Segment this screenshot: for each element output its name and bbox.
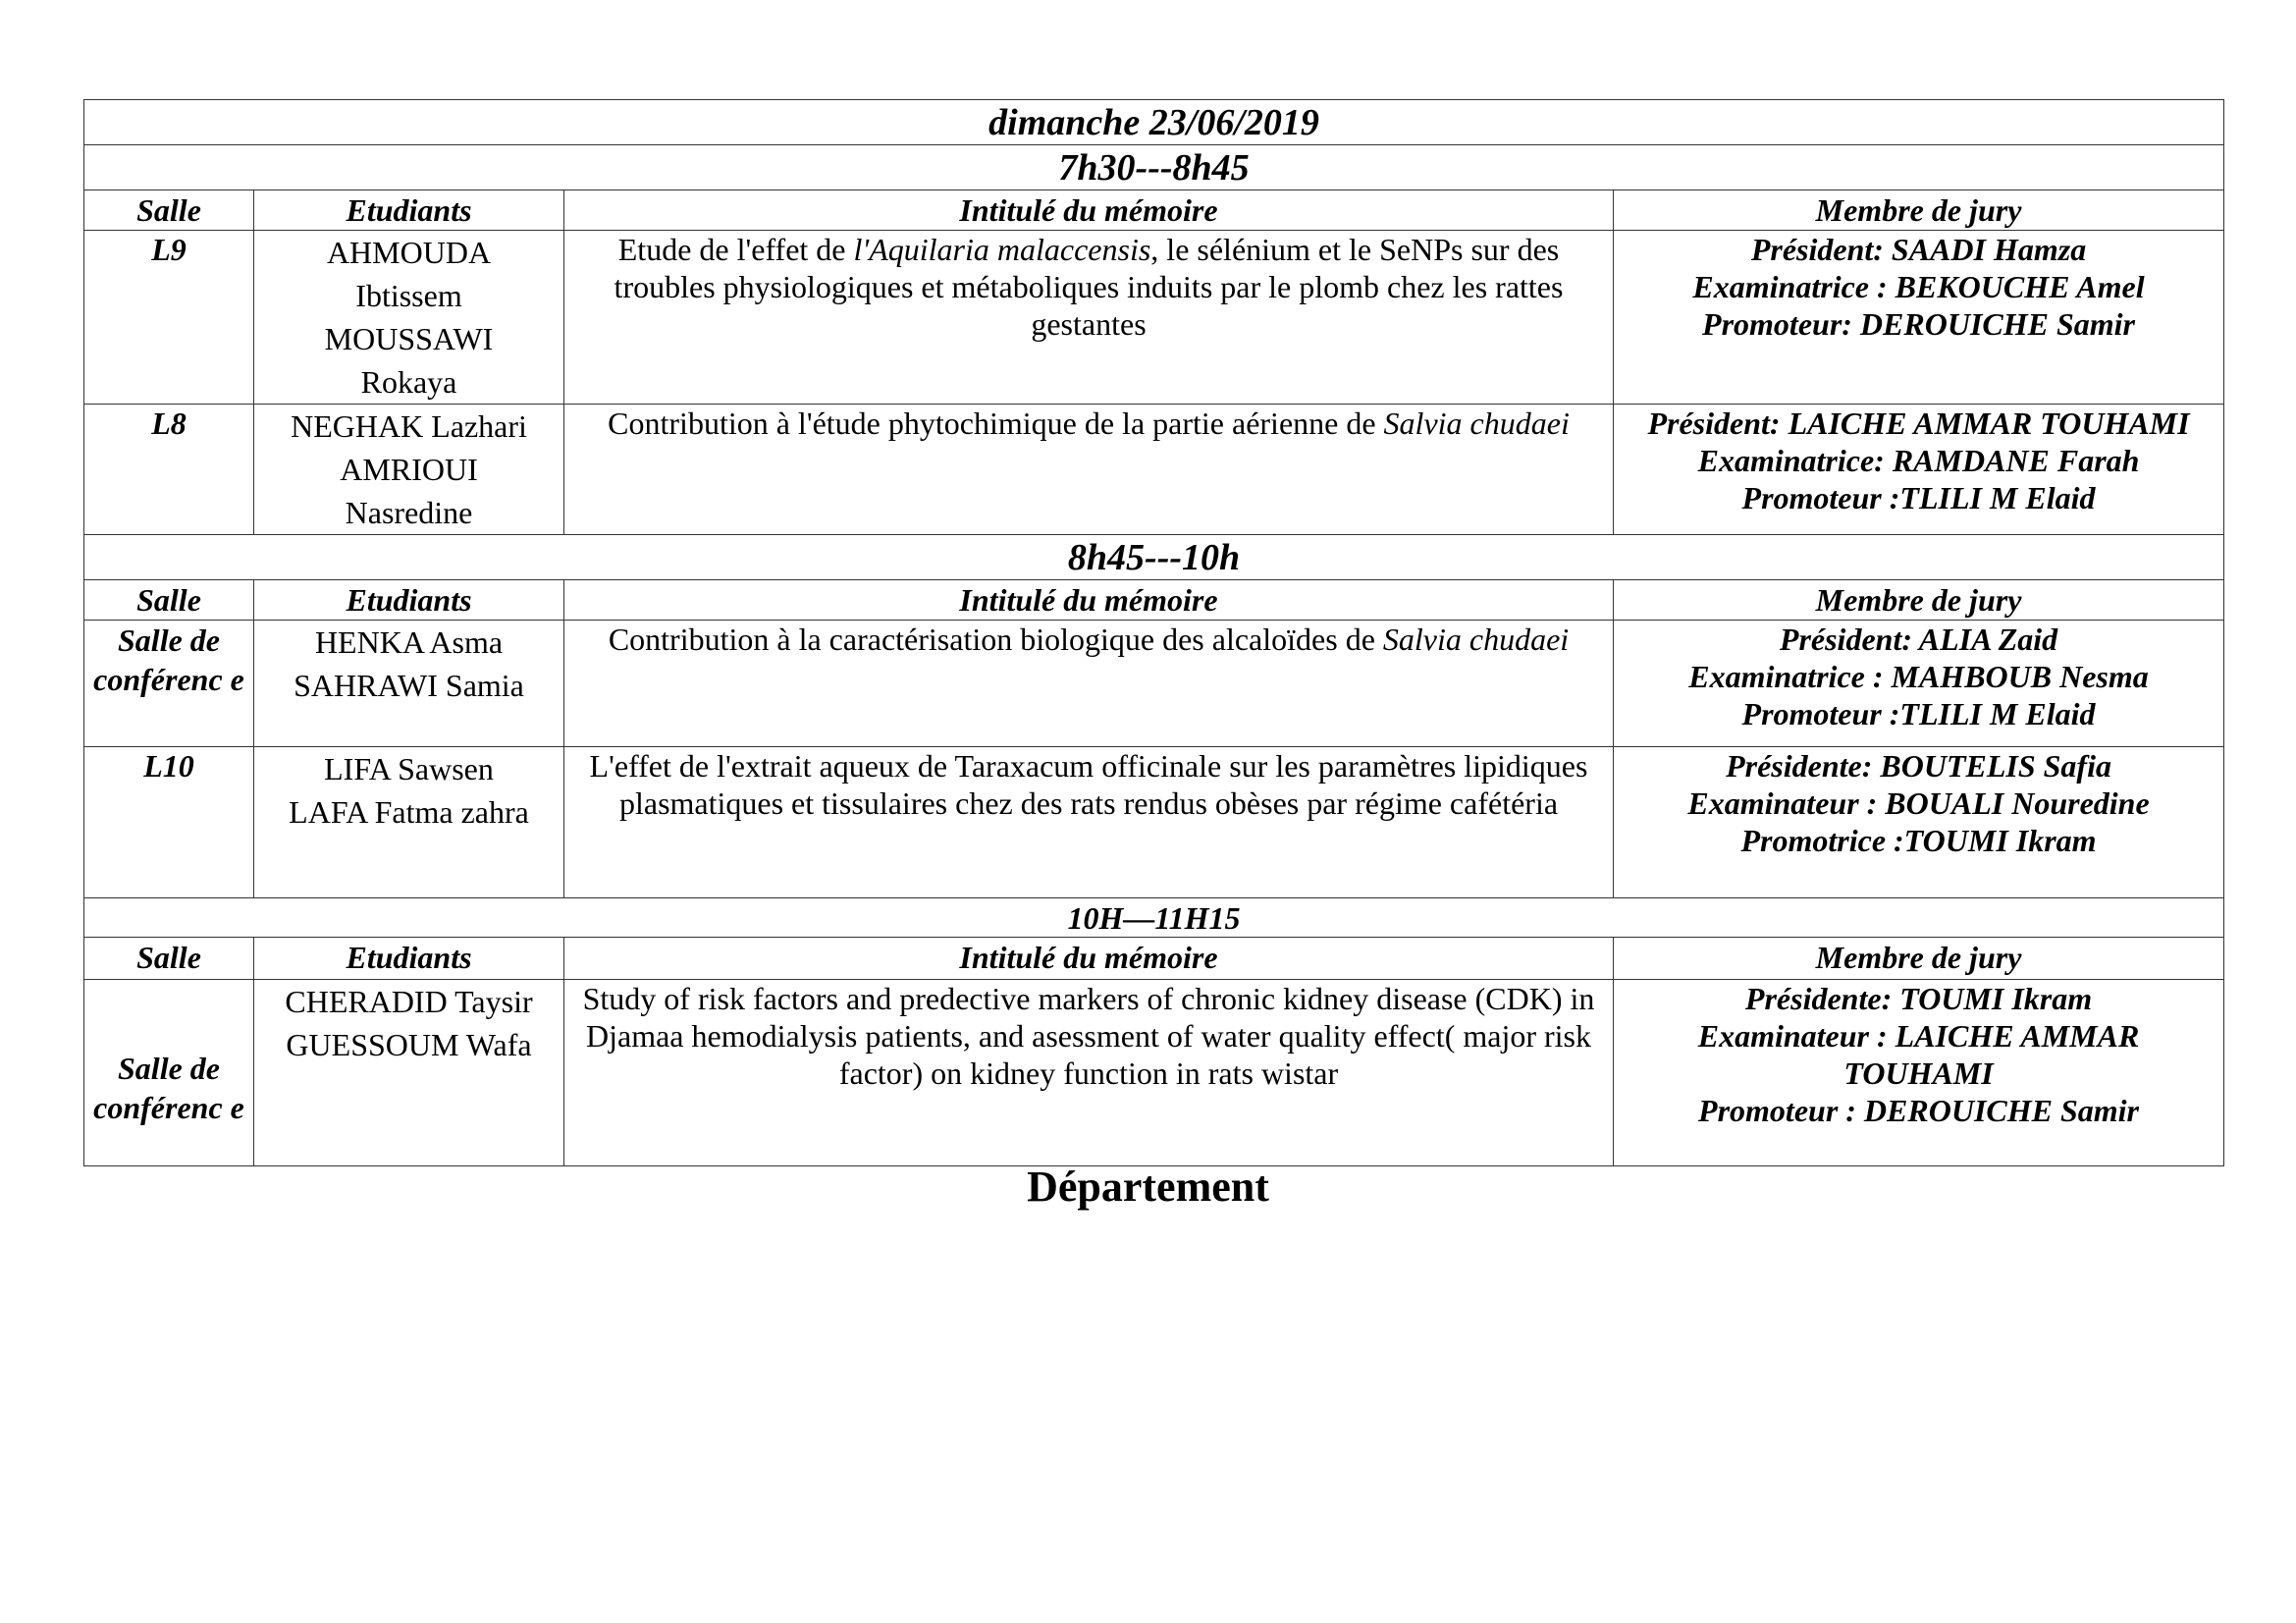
thesis-title-text: Study of risk factors and predective markers of chronic kidney disease (CDK) in Djamaa hemodialysis patients, and asessment of water quality effect( major risk factor) on kidney function in rats wistar bbox=[582, 981, 1595, 1091]
jury-member: Président: LAICHE AMMAR TOUHAMI bbox=[1647, 406, 2190, 441]
jury-member: Examinatrice: RAMDANE Farah bbox=[1697, 443, 2140, 478]
jury-member: Président: SAADI Hamza bbox=[1750, 232, 2087, 267]
room-cell: L8 bbox=[84, 405, 254, 535]
table-row bbox=[84, 231, 2224, 405]
jury-member: Examinateur : BOUALI Nouredine bbox=[1687, 785, 2150, 821]
room-cell: Salle de conférenc e bbox=[84, 621, 254, 747]
students-cell bbox=[254, 621, 564, 747]
room-cell: L9 bbox=[84, 231, 254, 405]
students-cell bbox=[254, 405, 564, 535]
header-title: Intitulé du mémoire bbox=[564, 938, 1614, 980]
room-cell: Salle de conférenc e bbox=[84, 980, 254, 1166]
student-name: Rokaya bbox=[360, 364, 457, 400]
jury-cell bbox=[1614, 747, 2224, 898]
student-name: GUESSOUM Wafa bbox=[286, 1027, 532, 1062]
department-signature-label: Département bbox=[1027, 1163, 1269, 1211]
jury-member: Promoteur :TLILI M Elaid bbox=[1741, 696, 2096, 731]
jury-member: Présidente: TOUMI Ikram bbox=[1744, 981, 2093, 1016]
student-name: SAHRAWI Samia bbox=[294, 668, 524, 703]
thesis-title-italic: l'Aquilaria malaccensis bbox=[853, 232, 1151, 267]
schedule-table bbox=[83, 99, 2224, 1166]
jury-cell bbox=[1614, 405, 2224, 535]
thesis-title-cell bbox=[564, 747, 1614, 898]
jury-member: Promoteur: DEROUICHE Samir bbox=[1702, 306, 2135, 342]
thesis-title-cell bbox=[564, 621, 1614, 747]
table-row bbox=[84, 980, 2224, 1166]
jury-member: Promoteur : DEROUICHE Samir bbox=[1698, 1093, 2139, 1128]
slot-time: 10H—11H15 bbox=[84, 898, 2224, 938]
thesis-title-cell bbox=[564, 980, 1614, 1166]
header-students: Etudiants bbox=[254, 580, 564, 621]
student-name: LAFA Fatma zahra bbox=[289, 794, 529, 830]
date-line: dimanche 23/06/2019 bbox=[84, 100, 2224, 145]
table-row bbox=[84, 747, 2224, 898]
students-cell bbox=[254, 980, 564, 1166]
jury-member: Examinateur : LAICHE AMMAR TOUHAMI bbox=[1697, 1018, 2140, 1091]
slot-time-row bbox=[84, 145, 2224, 190]
header-jury: Membre de jury bbox=[1614, 190, 2224, 231]
jury-member: Président: ALIA Zaid bbox=[1779, 622, 2058, 657]
jury-cell bbox=[1614, 231, 2224, 405]
student-name: MOUSSAWI bbox=[324, 321, 494, 356]
header-title: Intitulé du mémoire bbox=[564, 580, 1614, 621]
students-cell bbox=[254, 747, 564, 898]
jury-cell bbox=[1614, 980, 2224, 1166]
student-name: Nasredine bbox=[345, 495, 473, 530]
student-name: Ibtissem bbox=[355, 278, 462, 313]
jury-member: Examinatrice : BEKOUCHE Amel bbox=[1692, 269, 2145, 304]
thesis-title-text: Contribution à l'étude phytochimique de la partie aérienne de bbox=[608, 406, 1384, 441]
thesis-title-text: , le sélénium et le SeNPs sur des troubles physiologiques et métaboliques induits par le plomb chez les rattes gestantes bbox=[614, 232, 1564, 342]
thesis-title-italic: Salvia chudaei bbox=[1383, 406, 1570, 441]
students-cell bbox=[254, 231, 564, 405]
thesis-title-italic: Salvia chudaei bbox=[1382, 622, 1570, 657]
jury-member: Promotrice :TOUMI Ikram bbox=[1740, 823, 2097, 858]
thesis-title-cell bbox=[564, 405, 1614, 535]
thesis-title-text: Etude de l'effet de bbox=[617, 232, 854, 267]
jury-member: Examinatrice : MAHBOUB Nesma bbox=[1688, 659, 2149, 694]
room-cell: L10 bbox=[84, 747, 254, 898]
header-students: Etudiants bbox=[254, 190, 564, 231]
slot-time-row bbox=[84, 535, 2224, 580]
header-jury: Membre de jury bbox=[1614, 580, 2224, 621]
table-row bbox=[84, 621, 2224, 747]
slot-time-row bbox=[84, 898, 2224, 938]
student-name: AHMOUDA bbox=[326, 235, 492, 270]
slot-time: 8h45---10h bbox=[84, 535, 2224, 580]
jury-member: Promoteur :TLILI M Elaid bbox=[1741, 480, 2096, 515]
student-name: LIFA Sawsen bbox=[324, 751, 494, 786]
slot-time: 7h30---8h45 bbox=[84, 145, 2224, 190]
header-row bbox=[84, 938, 2224, 980]
jury-cell bbox=[1614, 621, 2224, 747]
header-row bbox=[84, 580, 2224, 621]
header-jury: Membre de jury bbox=[1614, 938, 2224, 980]
student-name: HENKA Asma bbox=[314, 624, 504, 660]
jury-member: Présidente: BOUTELIS Safia bbox=[1726, 748, 2111, 784]
thesis-title-cell bbox=[564, 231, 1614, 405]
student-name: CHERADID Taysir bbox=[285, 984, 533, 1019]
thesis-title-text: L'effet de l'extrait aqueux de Taraxacum officinale sur les paramètres lipidiques plasmatiques et tissulaires chez des rats rendus obèses par régime cafétéria bbox=[589, 748, 1588, 821]
header-row bbox=[84, 190, 2224, 231]
student-name: AMRIOUI bbox=[340, 452, 478, 487]
header-title: Intitulé du mémoire bbox=[564, 190, 1614, 231]
header-room: Salle bbox=[84, 938, 254, 980]
header-students: Etudiants bbox=[254, 938, 564, 980]
header-room: Salle bbox=[84, 580, 254, 621]
date-row bbox=[84, 100, 2224, 145]
student-name: NEGHAK Lazhari bbox=[291, 408, 527, 444]
table-row bbox=[84, 405, 2224, 535]
thesis-title-text: Contribution à la caractérisation biologique des alcaloïdes de bbox=[608, 622, 1383, 657]
header-room: Salle bbox=[84, 190, 254, 231]
